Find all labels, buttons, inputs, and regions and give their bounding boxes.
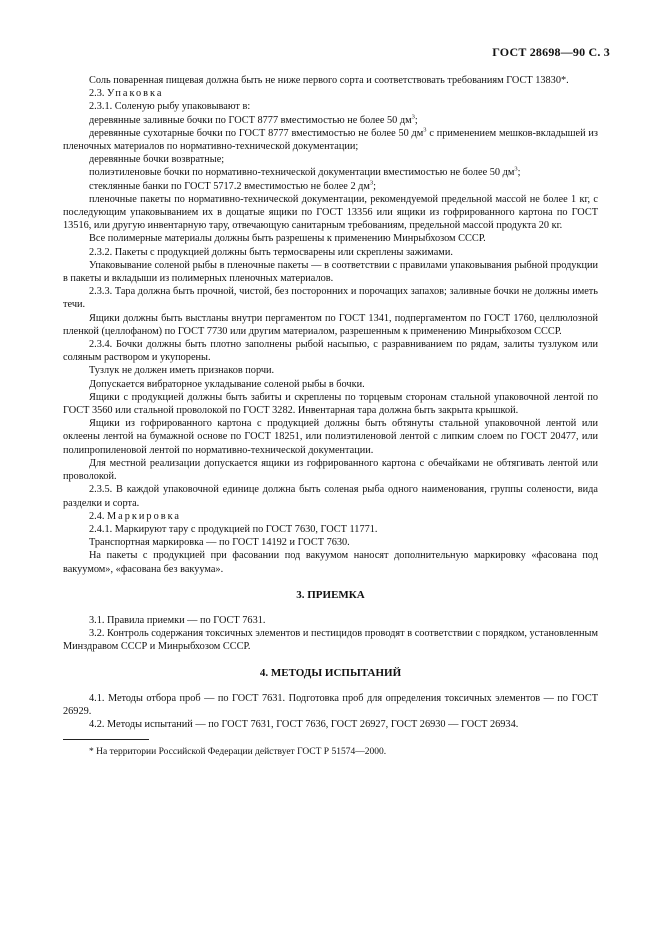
section-title: Упаковка (107, 88, 164, 100)
superscript: 3 (369, 179, 374, 187)
document-body (63, 74, 598, 760)
item-text-cont: с применением мешков-вкладышей из пленочных материалов по нормативно-технической документации; (63, 127, 598, 153)
paragraph: Для местной реализации допускается ящики из гофрированного картона с обечайками не обтягивать лентой или проволокой. (63, 457, 598, 483)
paragraph: Допускается вибраторное укладывание соленой рыбы в бочки. (89, 378, 365, 390)
paragraph: 2.3.5. В каждой упаковочной единице должна быть соленая рыба одного наименования, группы солености, вида разделки и сорта. (63, 484, 598, 509)
section-2-4-heading (63, 510, 598, 523)
section-4-heading: 4. МЕТОДЫ ИСПЫТАНИЙ (259, 666, 402, 679)
item-punct: ; (517, 167, 521, 179)
list-item: пленочные пакеты по нормативно-технической документации, рекомендуемой предельной массой не более 1 кг, с последующим упаковыванием их в дощатые ящики по ГОСТ 13356 или ящики из гофрированного картона по ГОСТ 13516, или другую инвентарную тару, отвечающую санитарным требованиям, предельной массой продукта 20 кг. (63, 193, 598, 232)
paragraph: 4.1. Методы отбора проб — по ГОСТ 7631. Подготовка проб для определения токсичных элементов — по ГОСТ 26929. (63, 692, 598, 717)
paragraph: 2.3.2. Пакеты с продукцией должны быть термосварены или скреплены зажимами. (89, 246, 453, 258)
page-header: ГОСТ 28698—90 С. 3 (492, 45, 610, 59)
paragraph: Тузлук не должен иметь признаков порчи. (89, 365, 275, 377)
list-item (63, 180, 598, 193)
item-punct: ; (414, 114, 418, 126)
paragraph: 3.2. Контроль содержания токсичных элементов и пестицидов проводят в соответствии с порядком, установленным Минздравом СССР и Минрыбхозом СССР. (63, 628, 598, 653)
paragraph: Ящики с продукцией должны быть забиты и скреплены по торцевым сторонам стальной упаковочной лентой по ГОСТ 3560 или стальной проволокой по ГОСТ 3282. Инвентарная тара должна быть закрыта крышкой. (63, 391, 598, 417)
item-punct: ; (373, 180, 377, 192)
section-number: 2.3. (89, 88, 105, 100)
paragraph: На пакеты с продукцией при фасовании под вакуумом наносят дополнительную маркировку «фасована под вакуумом», «фасована без вакуума». (63, 550, 598, 575)
paragraph: 2.3.3. Тара должна быть прочной, чистой, без посторонних и порочащих запахов; заливные бочки не должны иметь течи. (63, 286, 598, 311)
list-item (63, 166, 598, 179)
paragraph: 3.1. Правила приемки — по ГОСТ 7631. (89, 614, 266, 626)
paragraph: 2.3.4. Бочки должны быть плотно заполнены рыбой насыпью, с разравниванием по рядам, залиты тузлуком или соляным раствором и укупорены. (63, 339, 598, 364)
paragraph: Транспортная маркировка — по ГОСТ 14192 и ГОСТ 7630. (89, 537, 350, 549)
paragraph: Упаковывание соленой рыбы в пленочные пакеты — в соответствии с правилами упаковывания рыбной продукции в пакеты и вкладыши из полимерных пленочных материалов. (63, 259, 598, 285)
paragraph: 2.3.1. Соленую рыбу упаковывают в: (89, 101, 251, 113)
section-title: Маркировка (107, 510, 181, 522)
paragraph: Ящики из гофрированного картона с продукцией должны быть обтянуты стальной упаковочной лентой или оклеены лентой на бумажной основе по ГОСТ 18251, или полиэтиленовой лентой с липким слоем по ГОСТ 20477, или полипропиленовой лентой по нормативно-технической документации. (63, 418, 598, 456)
paragraph: Соль поваренная пищевая должна быть не ниже первого сорта и соответствовать требованиям ГОСТ 13830*. (89, 75, 569, 86)
paragraph: Все полимерные материалы должны быть разрешены к применению Минрыбхозом СССР. (89, 233, 486, 245)
section-2-3-heading (63, 87, 598, 100)
footnote-divider (63, 739, 149, 740)
paragraph: Ящики должны быть выстланы внутри пергаментом по ГОСТ 1341, подпергаментом по ГОСТ 1760, целлюлозной пленкой (целлофаном) по ГОСТ 7730 или другим материалом, разрешенным к применению Минрыбхозом СССР. (63, 312, 598, 337)
list-item (63, 114, 598, 127)
list-item: деревянные бочки возвратные; (89, 154, 225, 166)
paragraph: 2.4.1. Маркируют тару с продукцией по ГОСТ 7630, ГОСТ 11771. (89, 523, 378, 535)
item-text: деревянные заливные бочки по ГОСТ 8777 вместимостью не более 50 дм (89, 114, 412, 126)
section-3-heading: 3. ПРИЕМКА (296, 588, 365, 601)
superscript: 3 (423, 126, 427, 134)
item-text: деревянные сухотарные бочки по ГОСТ 8777 вместимостью не более 50 дм (89, 127, 424, 139)
item-text: полиэтиленовые бочки по нормативно-технической документации вместимостью не более 50 дм (89, 167, 515, 179)
item-text: стеклянные банки по ГОСТ 5717.2 вместимостью не более 2 дм (89, 180, 370, 192)
superscript: 3 (514, 166, 518, 173)
footnote: * На территории Российской Федерации действует ГОСТ Р 51574—2000. (89, 747, 387, 758)
list-item (63, 127, 598, 153)
section-number: 2.4. (89, 510, 105, 522)
superscript: 3 (411, 113, 415, 121)
paragraph: 4.2. Методы испытаний — по ГОСТ 7631, ГОСТ 7636, ГОСТ 26927, ГОСТ 26930 — ГОСТ 26934. (89, 719, 519, 731)
